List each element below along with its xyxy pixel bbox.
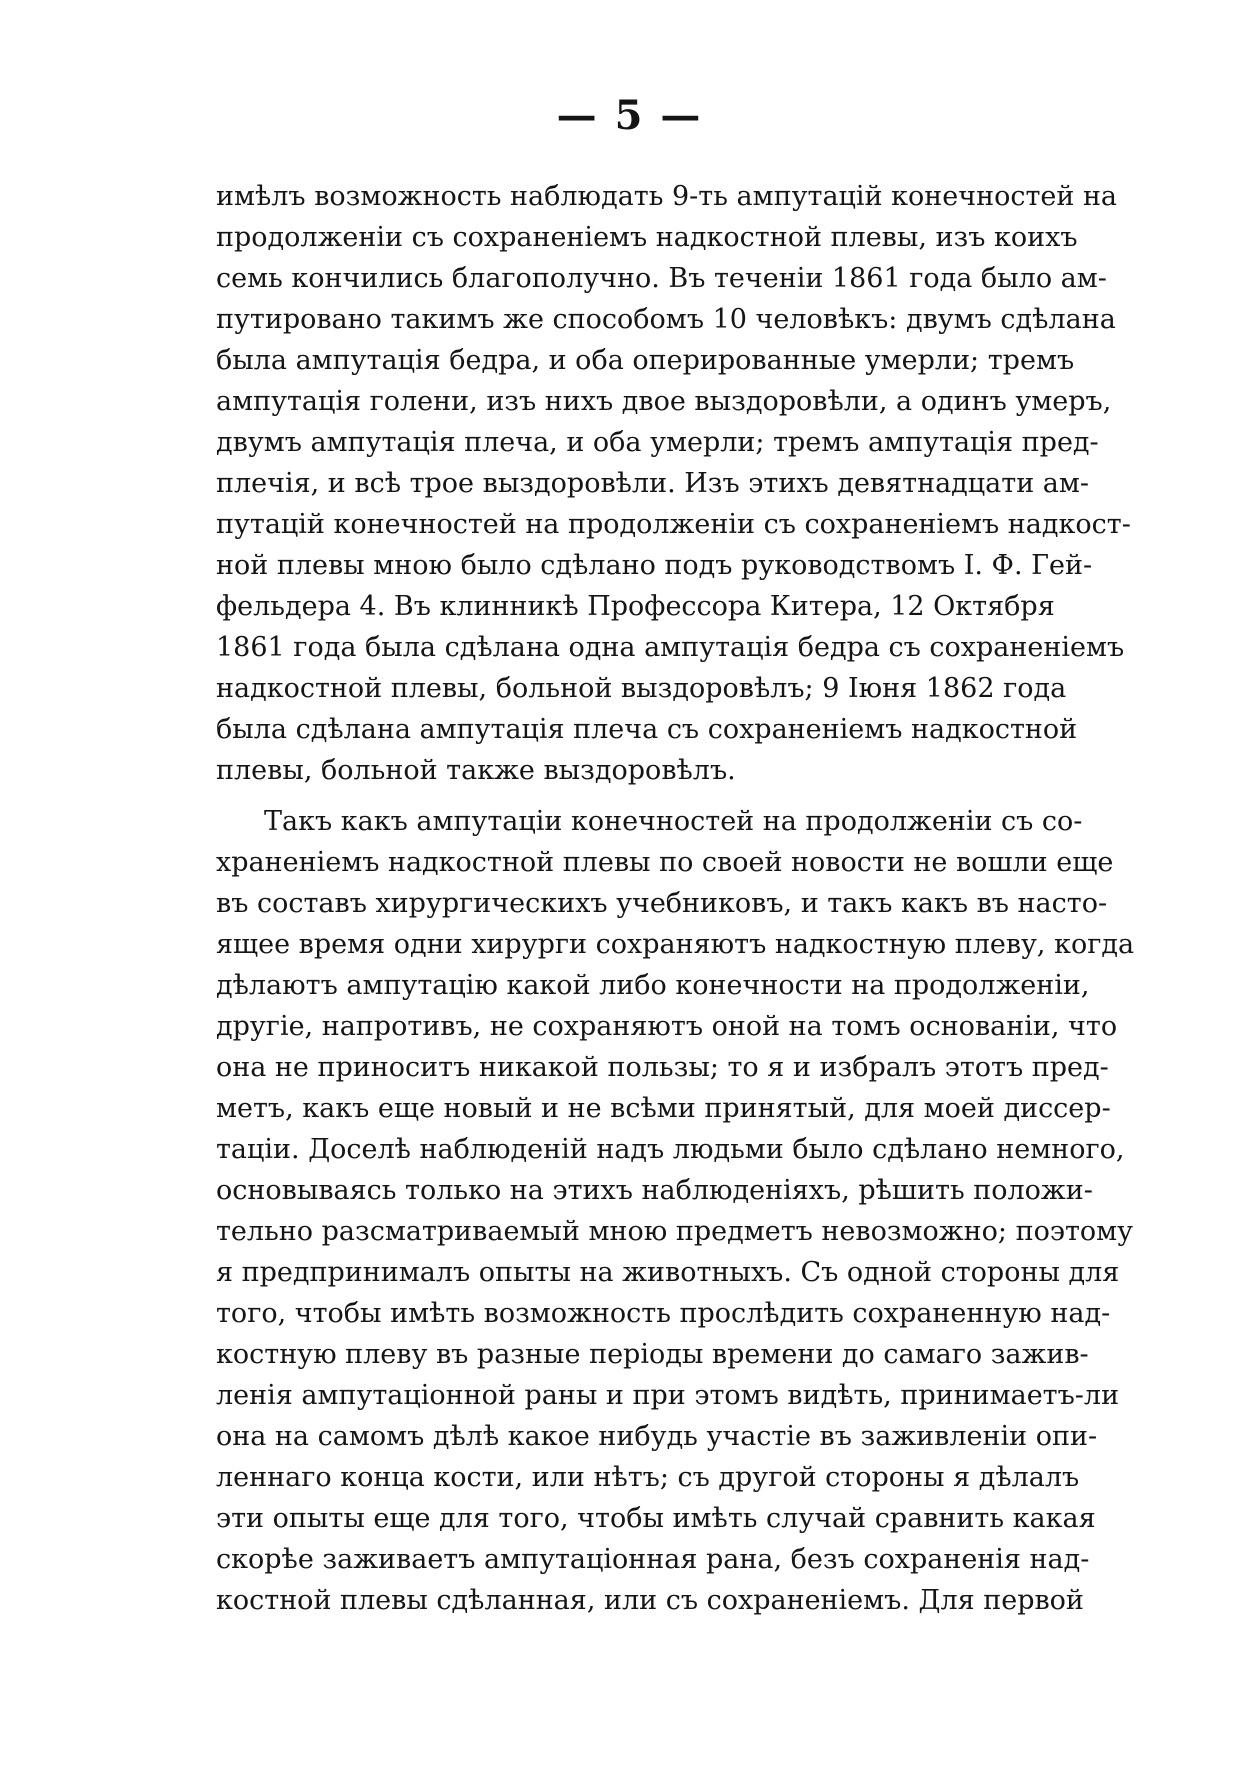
text-line: костной плевы сдѣланная, или съ сохраненіемъ. Для первой — [216, 1585, 1084, 1616]
text-line: плечія, и всѣ трое выздоровѣли. Изъ этихъ девятнадцати ам- — [216, 468, 1090, 499]
text-line: леннаго конца кости, или нѣтъ; съ другой стороны я дѣлалъ — [216, 1462, 1080, 1493]
text-line: имѣлъ возможность наблюдать 9-ть ампутацій конечностей на — [216, 181, 1118, 212]
text-line: другіе, напротивъ, не сохраняютъ оной на томъ основаніи, что — [216, 1011, 1118, 1042]
text-line: тельно разсматриваемый мною предметъ невозможно; поэтому — [216, 1216, 1134, 1247]
body-text — [216, 176, 1135, 1621]
text-line: продолженіи съ сохраненіемъ надкостной плевы, изъ коихъ — [216, 222, 1078, 253]
text-line: костную плеву въ разные періоды времени до самаго зажив- — [216, 1339, 1089, 1370]
text-line: ленія ампутаціонной раны и при этомъ видѣть, принимаетъ-ли — [216, 1380, 1120, 1411]
text-line: надкостной плевы, больной выздоровѣлъ; 9 Іюня 1862 года — [216, 673, 1067, 704]
paragraph-2 — [216, 801, 1135, 1621]
text-line: путировано такимъ же способомъ 10 человѣкъ: двумъ сдѣлана — [216, 304, 1116, 335]
text-line: семь кончились благополучно. Въ теченіи 1861 года было ам- — [216, 263, 1107, 294]
text-line: плевы, больной также выздоровѣлъ. — [216, 755, 736, 786]
text-line: двумъ ампутація плеча, и оба умерли; тремъ ампутація пред- — [216, 427, 1099, 458]
text-line: метъ, какъ еще новый и не всѣми принятый, для моей диссер- — [216, 1093, 1111, 1124]
text-line: фельдера 4. Въ клинникѣ Профессора Китера, 12 Октября — [216, 591, 1055, 622]
text-line: она на самомъ дѣлѣ какое нибудь участіе въ заживленіи опи- — [216, 1421, 1098, 1452]
text-line: ящее время одни хирурги сохраняютъ надкостную плеву, когда — [216, 929, 1135, 960]
text-line: путацій конечностей на продолженіи съ сохраненіемъ надкост- — [216, 509, 1131, 540]
text-line: того, чтобы имѣть возможность прослѣдить сохраненную над- — [216, 1298, 1111, 1329]
text-line: таціи. Доселѣ наблюденій надъ людьми было сдѣлано немного, — [216, 1134, 1125, 1165]
text-line: эти опыты еще для того, чтобы имѣть случай сравнить какая — [216, 1503, 1096, 1534]
text-line: была сдѣлана ампутація плеча съ сохраненіемъ надкостной — [216, 714, 1078, 745]
text-line: Такъ какъ ампутаціи конечностей на продолженіи съ со- — [264, 806, 1083, 837]
text-line: была ампутація бедра, и оба оперированные умерли; тремъ — [216, 345, 1075, 376]
text-line: ной плевы мною было сдѣлано подъ руководствомъ І. Ф. Гей- — [216, 550, 1093, 581]
text-line: ампутація голени, изъ нихъ двое выздоровѣли, а одинъ умеръ, — [216, 386, 1112, 417]
text-line: въ составъ хирургическихъ учебниковъ, и такъ какъ въ насто- — [216, 888, 1108, 919]
paragraph-1 — [216, 176, 1131, 791]
text-line: она не приноситъ никакой пользы; то я и избралъ этотъ пред- — [216, 1052, 1109, 1083]
text-line: скорѣе заживаетъ ампутаціонная рана, безъ сохраненія над- — [216, 1544, 1090, 1575]
text-line: основываясь только на этихъ наблюденіяхъ, рѣшить положи- — [216, 1175, 1093, 1206]
text-line: я предпринималъ опыты на животныхъ. Съ одной стороны для — [216, 1257, 1120, 1288]
page-number: — 5 — — [556, 92, 703, 139]
text-line: дѣлаютъ ампутацію какой либо конечности на продолженіи, — [216, 970, 1090, 1001]
text-line: храненіемъ надкостной плевы по своей новости не вошли еще — [216, 847, 1114, 878]
text-line: 1861 года была сдѣлана одна ампутація бедра съ сохраненіемъ — [216, 632, 1125, 663]
paragraph-gap — [216, 791, 1050, 801]
